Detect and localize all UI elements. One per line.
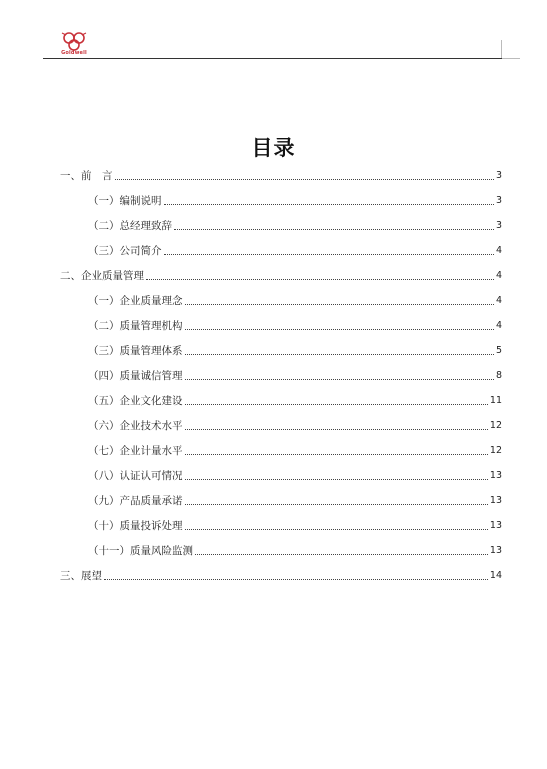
toc-dot-leader (185, 529, 488, 530)
header-rule (43, 58, 502, 59)
toc-entry-label: （二）总经理致辞 (88, 220, 172, 232)
toc-entry-label: （四）质量诚信管理 (88, 370, 183, 382)
toc-entry[interactable] (88, 518, 502, 534)
toc-entry-label: （十）质量投诉处理 (88, 520, 183, 532)
toc-entry-page-number: 5 (495, 345, 502, 356)
toc-dot-leader (195, 554, 488, 555)
toc-entry-label: 一、前 言 (60, 170, 113, 182)
toc-entry[interactable] (88, 418, 502, 434)
toc-entry-page-number: 3 (495, 195, 502, 206)
toc-entry-page-number: 3 (495, 220, 502, 231)
toc-entry[interactable] (88, 193, 502, 209)
toc-dot-leader (146, 279, 494, 280)
toc-entry-page-number: 12 (489, 420, 502, 431)
toc-dot-leader (185, 479, 488, 480)
toc-entry-label: （九）产品质量承诺 (88, 495, 183, 507)
toc-entry[interactable] (88, 393, 502, 409)
toc-dot-leader (185, 379, 494, 380)
logo-text: Goldwell (61, 50, 87, 56)
toc-entry-page-number: 11 (489, 395, 502, 406)
toc-entry[interactable] (88, 218, 502, 234)
toc-entry-page-number: 13 (489, 545, 502, 556)
toc-entry[interactable] (88, 318, 502, 334)
toc-entry-page-number: 13 (489, 470, 502, 481)
toc-entry[interactable] (60, 568, 502, 584)
toc-dot-leader (185, 429, 488, 430)
toc-entry-label: （六）企业技术水平 (88, 420, 183, 432)
toc-dot-leader (185, 454, 488, 455)
toc-entry[interactable] (88, 468, 502, 484)
toc-entry-label: 三、展望 (60, 570, 102, 582)
toc-dot-leader (164, 204, 494, 205)
toc-entry-page-number: 8 (495, 370, 502, 381)
toc-dot-leader (185, 404, 488, 405)
toc-dot-leader (164, 254, 494, 255)
toc-entry-label: （二）质量管理机构 (88, 320, 183, 332)
toc-entry[interactable] (88, 543, 502, 559)
toc-dot-leader (185, 504, 488, 505)
toc-entry[interactable] (88, 443, 502, 459)
corner-crop-mark (501, 40, 502, 58)
toc-entry[interactable] (88, 493, 502, 509)
toc-entry[interactable] (88, 243, 502, 259)
toc-dot-leader (104, 579, 488, 580)
toc-entry-page-number: 4 (495, 320, 502, 331)
toc-entry-page-number: 3 (495, 170, 502, 181)
page-title: 目录 (251, 136, 296, 160)
toc-entry-label: （十一）质量风险监测 (88, 545, 193, 557)
toc-entry-label: 二、企业质量管理 (60, 270, 144, 282)
toc-entry-page-number: 12 (489, 445, 502, 456)
toc-dot-leader (115, 179, 494, 180)
toc-entry[interactable] (60, 268, 502, 284)
toc-entry-label: （五）企业文化建设 (88, 395, 183, 407)
toc-entry-page-number: 4 (495, 295, 502, 306)
toc-entry[interactable] (88, 343, 502, 359)
toc-dot-leader (174, 229, 494, 230)
toc-entry-page-number: 13 (489, 495, 502, 506)
toc-entry-label: （八）认证认可情况 (88, 470, 183, 482)
toc-entry[interactable] (88, 293, 502, 309)
toc-entry-label: （一）企业质量理念 (88, 295, 183, 307)
toc-dot-leader (185, 354, 494, 355)
toc-entry[interactable] (60, 168, 502, 184)
toc-entry-page-number: 13 (489, 520, 502, 531)
toc-entry-label: （七）企业计量水平 (88, 445, 183, 457)
toc-entry-page-number: 14 (489, 570, 502, 581)
toc-entry-page-number: 4 (495, 270, 502, 281)
corner-crop-mark (502, 58, 520, 59)
toc-entry-page-number: 4 (495, 245, 502, 256)
toc-entry[interactable] (88, 368, 502, 384)
toc-entry-label: （三）公司简介 (88, 245, 162, 257)
toc-dot-leader (185, 304, 494, 305)
toc-dot-leader (185, 329, 494, 330)
toc-entry-label: （一）编制说明 (88, 195, 162, 207)
toc-entry-label: （三）质量管理体系 (88, 345, 183, 357)
